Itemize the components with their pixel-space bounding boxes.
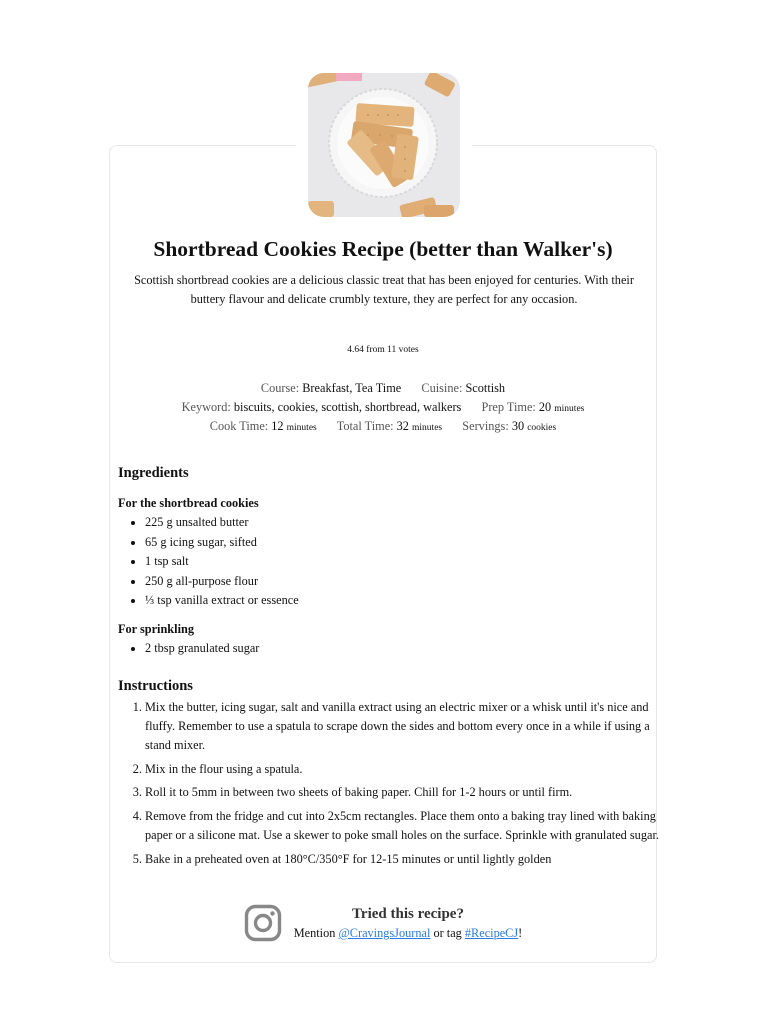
- instructions-heading: Instructions: [118, 678, 193, 694]
- total-time-unit: minutes: [412, 423, 443, 433]
- prep-time-value: 20: [538, 400, 552, 414]
- servings-label: Servings:: [462, 419, 509, 433]
- mention-line: [278, 926, 538, 941]
- ingredient-group-title: For the shortbread cookies: [118, 496, 259, 510]
- ingredient-item: • 225 g unsalted butter: [145, 513, 299, 533]
- ingredient-item: • 65 g icing sugar, sifted: [145, 533, 299, 553]
- tried-recipe-heading: Tried this recipe?: [352, 906, 464, 922]
- ingredient-item: • 2 tbsp granulated sugar: [145, 639, 259, 659]
- keyword-label: Keyword:: [181, 400, 231, 414]
- mention-prefix: Mention: [293, 926, 336, 940]
- ingredient-list: [118, 513, 299, 611]
- hashtag-link[interactable]: #RecipeCJ: [464, 926, 519, 940]
- ingredient-group-title: For sprinkling: [118, 622, 194, 636]
- cook-time-label: Cook Time:: [209, 419, 269, 433]
- ingredient-item: • 250 g all-purpose flour: [145, 572, 299, 592]
- course-value: Breakfast, Tea Time: [302, 381, 402, 395]
- mention-suffix: !: [518, 926, 523, 940]
- instagram-icon: [244, 904, 282, 942]
- meta-row-times: [109, 417, 657, 438]
- servings-value: 30: [511, 419, 525, 433]
- ingredients-heading: Ingredients: [118, 465, 189, 481]
- instruction-step: 1. Mix the butter, icing sugar, salt and vanilla extract using an electric mixer or a whisk until it's nice and fluffy. Remember to use a spatula to scrape down the sides and bottom every once in a while if using a stand mixer.: [145, 698, 677, 756]
- instruction-step: 2. Mix in the flour using a spatula.: [145, 760, 677, 779]
- keyword-value: biscuits, cookies, scottish, shortbread, walkers: [233, 400, 462, 414]
- cuisine-label: Cuisine:: [421, 381, 463, 395]
- total-time-label: Total Time:: [336, 419, 394, 433]
- cook-time-unit: minutes: [286, 423, 317, 433]
- recipe-photo-frame: [296, 70, 472, 220]
- cook-time-value: 12: [271, 419, 284, 433]
- instruction-step: 5. Bake in a preheated oven at 180°C/350°F for 12-15 minutes or until lightly golden: [145, 850, 677, 869]
- ingredient-list: [118, 639, 259, 659]
- recipe-title: Shortbread Cookies Recipe (better than Walker's): [153, 237, 613, 261]
- prep-time-label: Prep Time:: [481, 400, 536, 414]
- meta-row-course: [109, 379, 657, 398]
- course-label: Course:: [260, 381, 300, 395]
- ingredient-item: • ⅓ tsp vanilla extract or essence: [145, 591, 299, 611]
- or-tag-text: or tag: [433, 926, 462, 940]
- total-time-value: 32: [396, 419, 409, 433]
- instructions-list: [118, 698, 677, 873]
- ingredient-item: • 1 tsp salt: [145, 552, 299, 572]
- rating-text: 4.64 from 11 votes: [347, 345, 419, 355]
- recipe-photo: [308, 73, 460, 217]
- shortbread-cookies-photo: [308, 73, 460, 217]
- instruction-step: 4. Remove from the fridge and cut into 2x5cm rectangles. Place them onto a baking tray lined with baking paper or a silicone mat. Use a skewer to poke small holes on the surface. Sprinkle with granulated sugar.: [145, 807, 677, 845]
- meta-row-keyword: [109, 398, 657, 419]
- recipe-summary: Scottish shortbread cookies are a delicious classic treat that has been enjoyed for centuries. With their buttery flavour and delicate crumbly texture, they are perfect for any occasion.: [134, 273, 634, 306]
- prep-time-unit: minutes: [554, 404, 585, 414]
- instagram-handle-link[interactable]: @CravingsJournal: [338, 926, 431, 940]
- cuisine-value: Scottish: [465, 381, 506, 395]
- instruction-step: 3. Roll it to 5mm in between two sheets of baking paper. Chill for 1-2 hours or until firm.: [145, 783, 677, 802]
- servings-unit: cookies: [527, 423, 557, 433]
